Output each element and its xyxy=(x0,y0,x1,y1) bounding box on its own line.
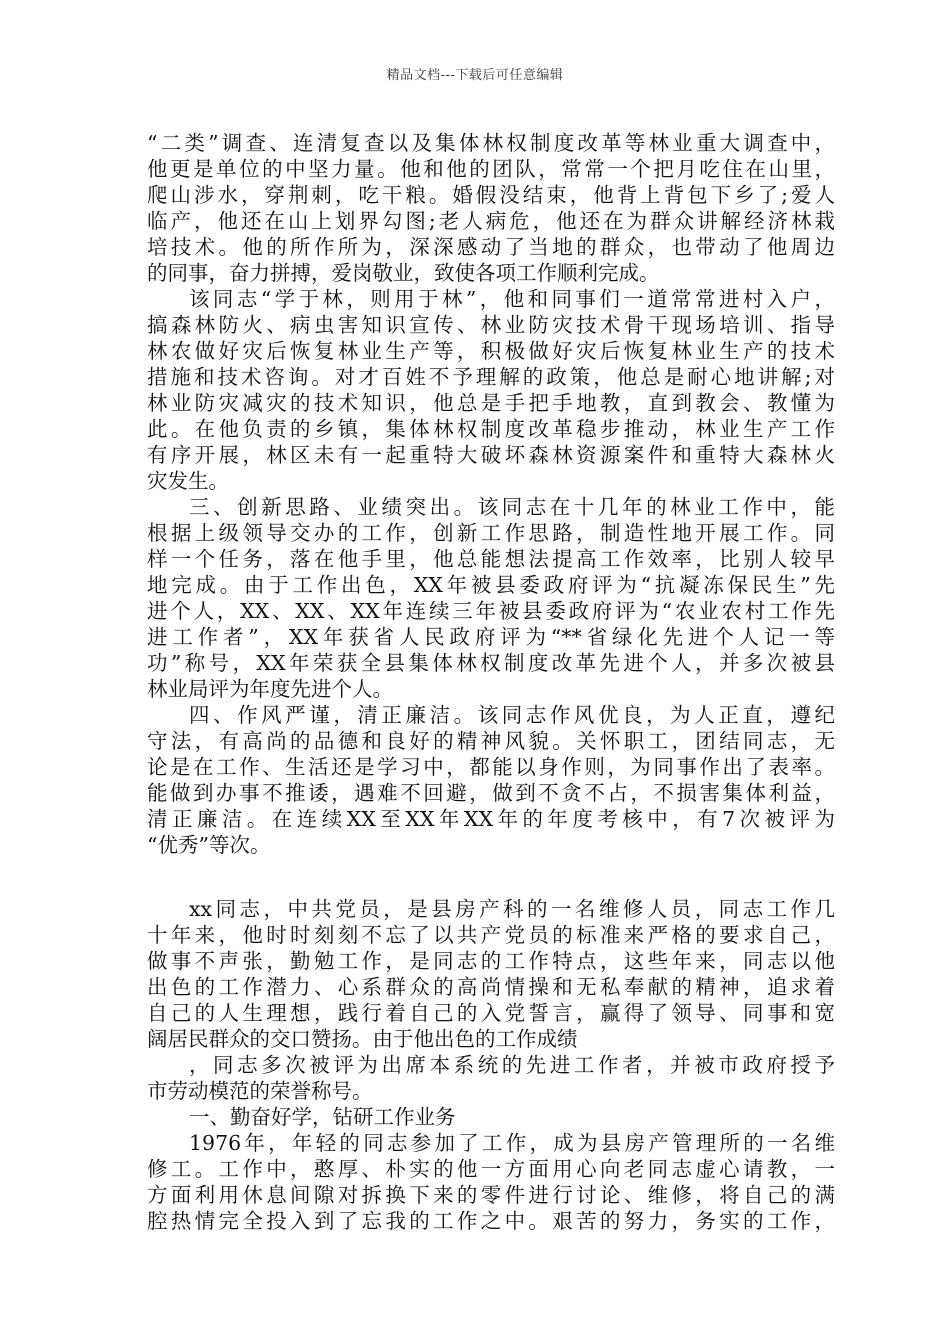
text-line: 样一个任务，落在他手里，他总能想法提高工作效率，比别人较早 xyxy=(147,547,835,571)
text-line: 守法，有高尚的品德和良好的精神风貌。关怀职工，团结同志，无 xyxy=(147,729,835,753)
text-line: 修工。工作中，憨厚、朴实的他一方面用心向老同志虚心请教，一 xyxy=(147,1157,835,1181)
text-line: xx同志，中共党员，是县房产科的一名维修人员，同志工作几 xyxy=(189,897,835,921)
text-line: 腔热情完全投入到了忘我的工作之中。艰苦的努力，务实的工作， xyxy=(147,1209,835,1233)
body-text-section-1 xyxy=(147,130,835,858)
text-line: 能做到办事不推诿，遇难不回避，做到不贪不占，不损害集体利益， xyxy=(147,781,835,805)
text-line: 有序开展，林区未有一起重特大破坏森林资源案件和重特大森林火 xyxy=(147,443,835,467)
text-line: 林农做好灾后恢复林业生产等，积极做好灾后恢复林业生产的技术 xyxy=(147,339,835,363)
text-line: “二类”调查、连清复查以及集体林权制度改革等林业重大调查中， xyxy=(147,131,835,155)
text-line: 方面利用休息间隙对拆换下来的零件进行讨论、维修，将自己的满 xyxy=(147,1183,835,1207)
text-line: 阔居民群众的交口赞扬。由于他出色的工作成绩 xyxy=(147,1027,578,1051)
page-header: 精品文档---下载后可任意编辑 xyxy=(386,68,564,83)
text-line: 十年来，他时时刻刻不忘了以共产党员的标准来严格的要求自己， xyxy=(147,923,835,947)
text-line: 市劳动模范的荣誉称号。 xyxy=(147,1079,373,1103)
text-line: 的同事，奋力拼搏，爱岗敬业，致使各项工作顺利完成。 xyxy=(147,261,660,285)
text-line: 三、创新思路、业绩突出。该同志在十几年的林业工作中，能 xyxy=(189,495,835,519)
text-line: 措施和技术咨询。对才百姓不予理解的政策，他总是耐心地讲解;对 xyxy=(147,365,835,389)
text-line: 做事不声张，勤勉工作，是同志的工作特点，这些年来，同志以他 xyxy=(147,949,835,973)
text-line: 一、勤奋好学，钻研工作业务 xyxy=(189,1105,456,1129)
text-line: 1976年，年轻的同志参加了工作，成为县房产管理所的一名维 xyxy=(189,1131,835,1155)
text-line: 自己的人生理想，践行着自己的入党誓言，赢得了领导、同事和宽 xyxy=(147,1001,835,1025)
text-line: 临产，他还在山上划界勾图;老人病危，他还在为群众讲解经济林栽 xyxy=(147,209,835,233)
text-line: 根据上级领导交办的工作，创新工作思路，制造性地开展工作。同 xyxy=(147,521,835,545)
text-line: 林业防灾减灾的技术知识，他总是手把手地教，直到教会、教懂为 xyxy=(147,391,835,415)
text-line: 四、作风严谨，清正廉洁。该同志作风优良，为人正直，遵纪 xyxy=(189,703,835,727)
text-line: 出色的工作潜力、心系群众的高尚情操和无私奉献的精神，追求着 xyxy=(147,975,835,999)
text-line: 他更是单位的中坚力量。他和他的团队，常常一个把月吃住在山里， xyxy=(147,157,835,181)
text-line: 爬山涉水，穿荆刺，吃干粮。婚假没结束，他背上背包下乡了;爱人 xyxy=(147,183,835,207)
text-line: 灾发生。 xyxy=(147,469,229,493)
text-line: 搞森林防火、病虫害知识宣传、林业防灾技术骨干现场培训、指导 xyxy=(147,313,835,337)
body-text-section-2 xyxy=(147,896,835,1234)
text-line: 进个人，XX、XX、XX年连续三年被县委政府评为“农业农村工作先 xyxy=(147,599,835,623)
text-line: 论是在工作、生活还是学习中，都能以身作则，为同事作出了表率。 xyxy=(147,755,835,779)
text-line: ，同志多次被评为出席本系统的先进工作者，并被市政府授予 xyxy=(189,1053,835,1077)
text-line: 地完成。由于工作出色，XX年被县委政府评为“抗凝冻保民生”先 xyxy=(147,573,835,597)
text-line: 此。在他负责的乡镇，集体林权制度改革稳步推动，林业生产工作 xyxy=(147,417,835,441)
text-line: 功”称号，XX年荣获全县集体林权制度改革先进个人，并多次被县 xyxy=(147,651,835,675)
text-line: 进工作者”，XX年获省人民政府评为“**省绿化先进个人记一等 xyxy=(147,625,835,649)
text-line: 该同志“学于林，则用于林”，他和同事们一道常常进村入户， xyxy=(189,287,835,311)
text-line: 培技术。他的所作所为，深深感动了当地的群众，也带动了他周边 xyxy=(147,235,835,259)
text-line: “优秀”等次。 xyxy=(147,833,271,857)
text-line: 清正廉洁。在连续XX至XX年XX年的年度考核中，有7次被评为 xyxy=(147,807,835,831)
text-line: 林业局评为年度先进个人。 xyxy=(147,677,393,701)
